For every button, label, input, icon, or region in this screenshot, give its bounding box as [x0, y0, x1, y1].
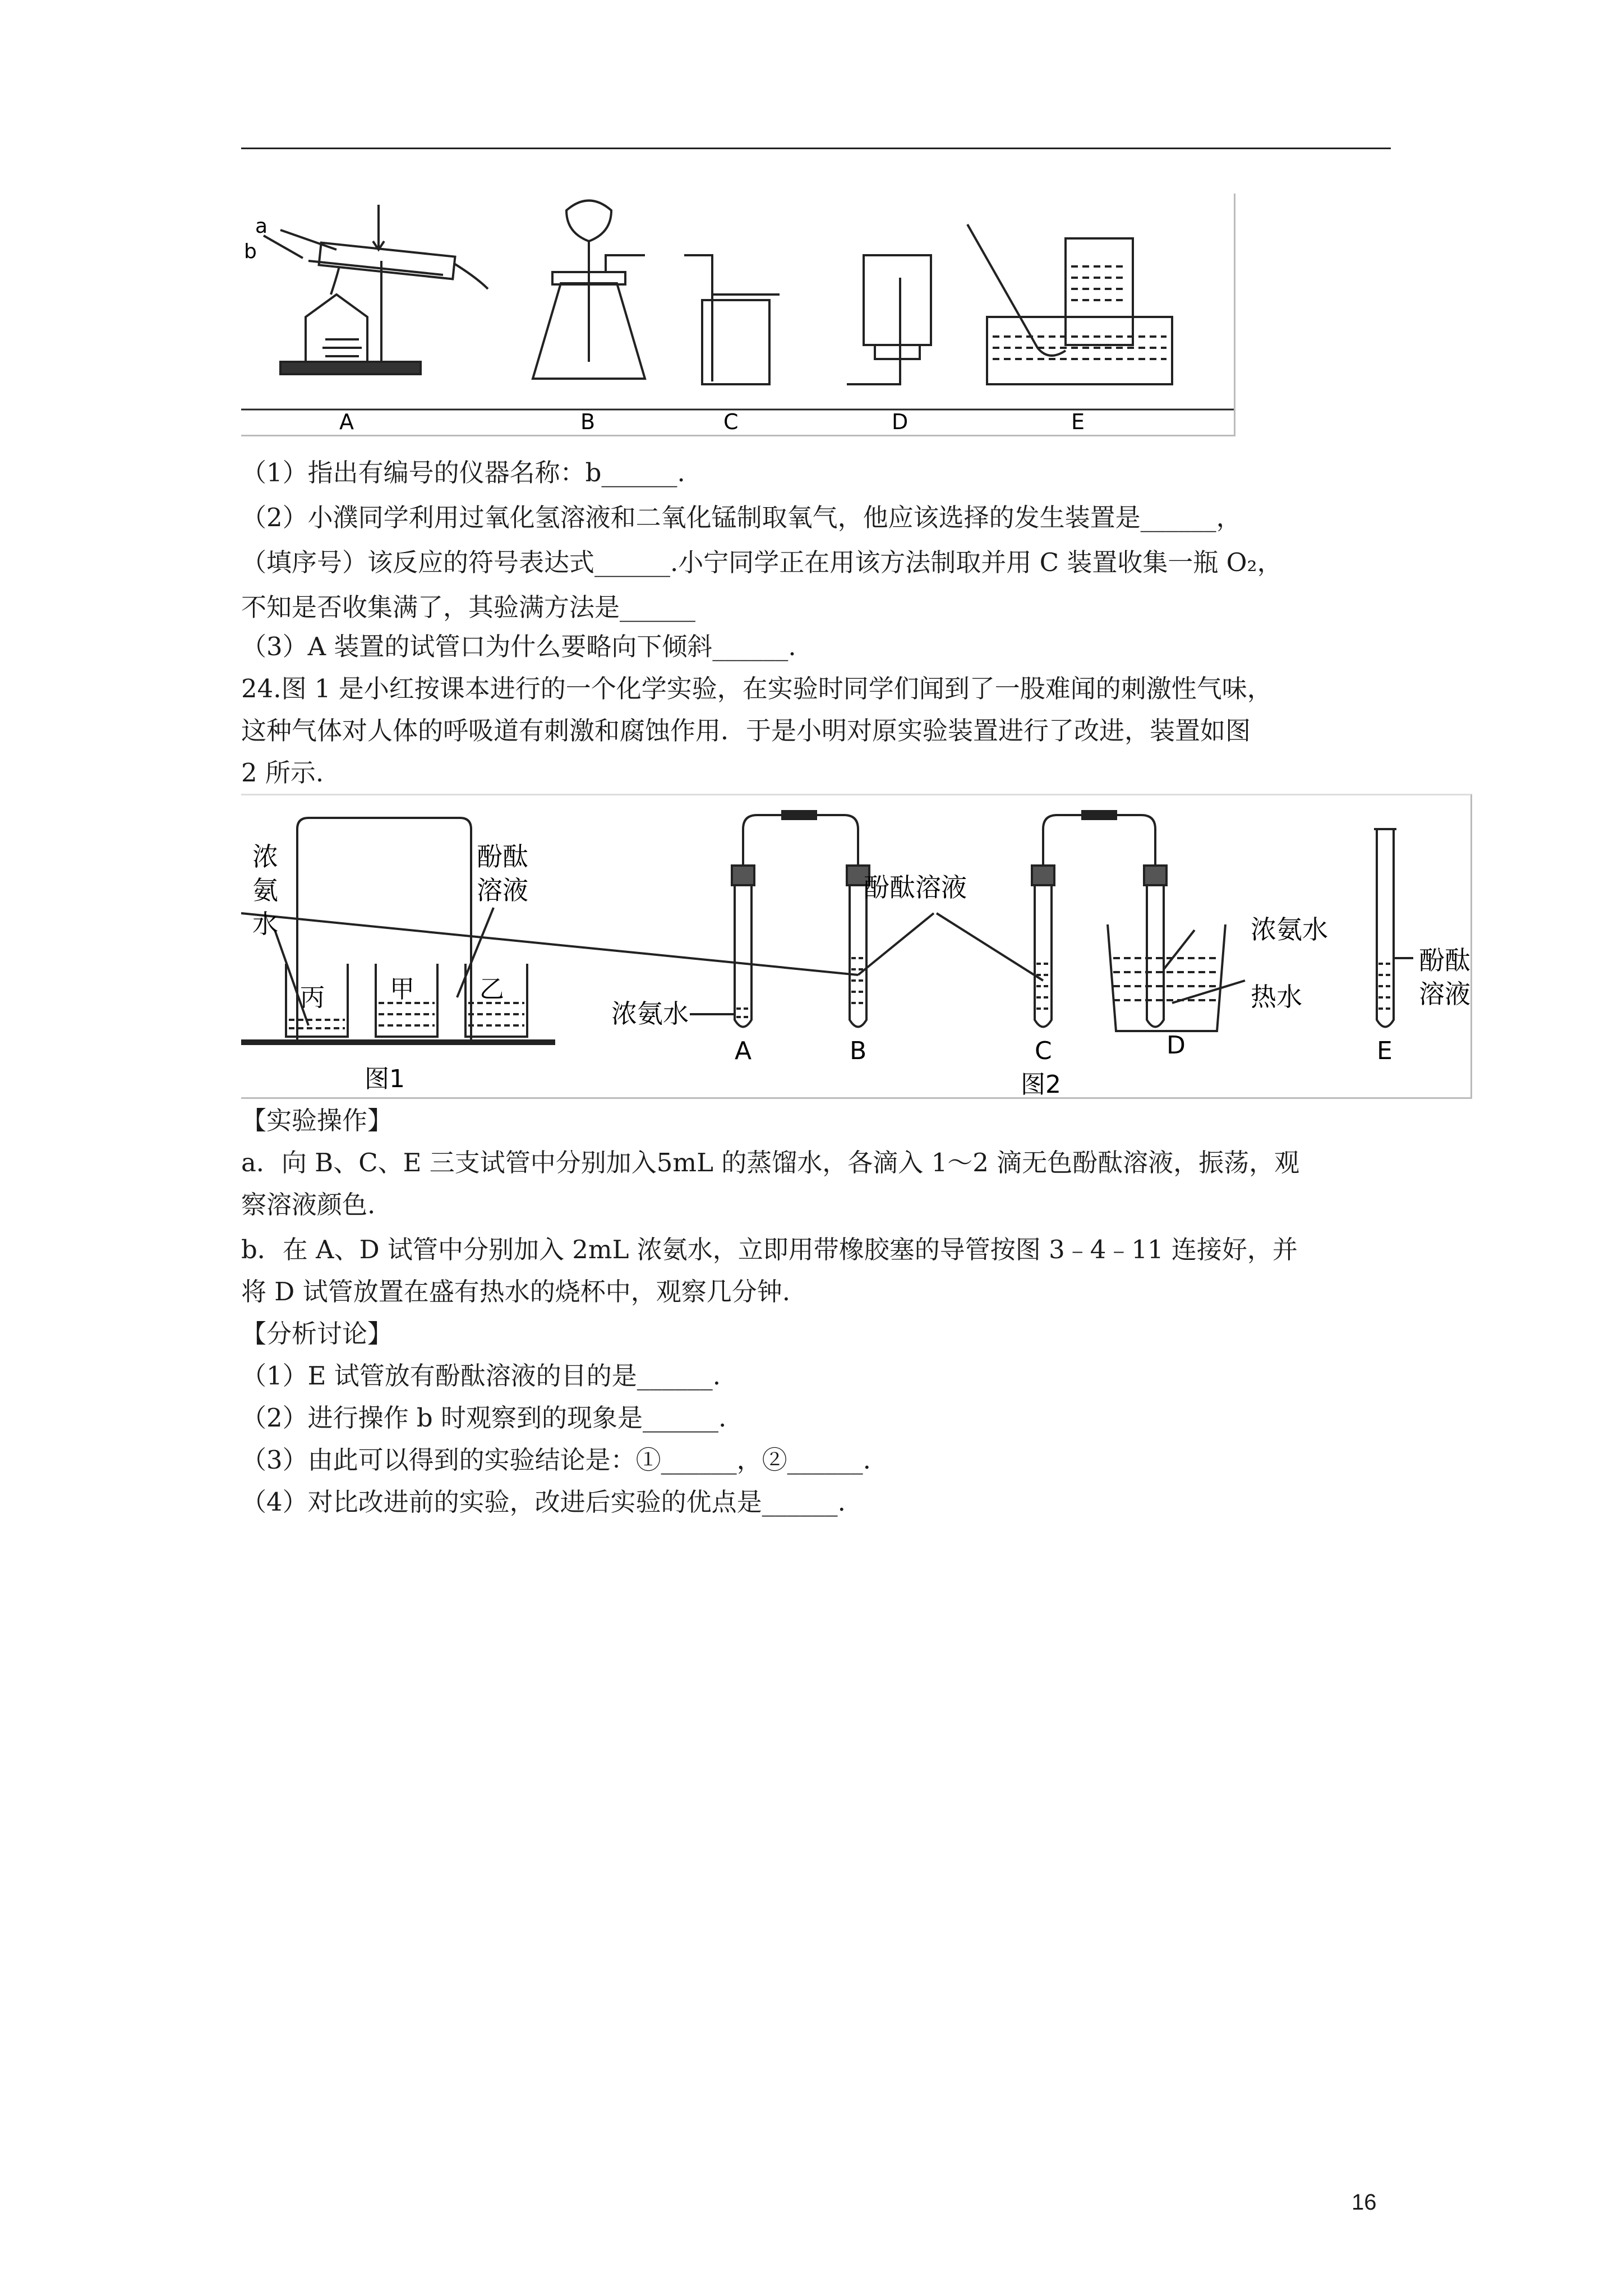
fig2-ammonia-right: 浓氨水: [1251, 914, 1328, 945]
apparatus-drawing: [241, 194, 1234, 435]
discussion-q2: （2）进行操作 b 时观察到的现象是______.: [241, 1403, 727, 1433]
q23-line-1: （1）指出有编号的仪器名称：b______.: [241, 458, 685, 487]
fig2-caption: 图2: [1021, 1070, 1061, 1097]
q23-line-4: 不知是否收集满了，其验满方法是______: [241, 592, 696, 622]
tube-label-b: B: [850, 1037, 867, 1065]
discussion-q4: （4）对比改进前的实验，改进后实验的优点是______.: [241, 1487, 846, 1517]
operation-b-line-1: b．在 A、D 试管中分别加入 2mL 浓氨水，立即用带橡胶塞的导管按图 3﹣4﹣11 连接好，并: [241, 1235, 1298, 1264]
operation-b-line-2: 将 D 试管放置在盛有热水的烧杯中，观察几分钟.: [241, 1277, 790, 1306]
tube-label-d: D: [1166, 1031, 1186, 1060]
q23-line-3: （填序号）该反应的符号表达式______.小宁同学正在用该方法制取并用 C 装置收集一瓶 O₂，: [241, 547, 1283, 577]
beaker-jia: 甲: [390, 975, 414, 1004]
fig2-phenol-solution: 酚酞溶液: [864, 872, 967, 903]
fig2-hot-water: 热水: [1251, 982, 1302, 1012]
fig1-phenol-2: 溶液: [477, 875, 528, 905]
discussion-q3: （3）由此可以得到的实验结论是：①______，②______.: [241, 1445, 871, 1475]
q23-line-2: （2）小濮同学利用过氧化氢溶液和二氧化锰制取氧气，他应该选择的发生装置是______，: [241, 503, 1242, 532]
discussion-q1: （1）E 试管放有酚酞溶液的目的是______.: [241, 1361, 721, 1391]
apparatus-label-e: E: [1071, 409, 1085, 434]
fig1-phenol-1: 酚酞: [477, 841, 528, 872]
apparatus-label-a: A: [339, 409, 354, 434]
tube-label-e: E: [1377, 1037, 1393, 1065]
operation-a-line-1: a．向 B、C、E 三支试管中分别加入5mL 的蒸馏水，各滴入 1～2 滴无色酚酞溶液，振荡，观: [241, 1148, 1300, 1177]
apparatus-label-d: D: [892, 409, 909, 434]
label-a: a: [255, 215, 268, 238]
tube-label-a: A: [735, 1037, 752, 1065]
discussion-heading: 【分析讨论】: [241, 1319, 393, 1349]
q24-intro-2: 这种气体对人体的呼吸道有刺激和腐蚀作用．于是小明对原实验装置进行了改进，装置如图: [241, 716, 1251, 746]
fig1-caption: 图1: [365, 1065, 405, 1093]
tube-label-c: C: [1035, 1037, 1052, 1065]
beaker-bing: 丙: [300, 983, 325, 1012]
ammonia-experiment-drawing: [241, 795, 1470, 1097]
fig1-ammonia-2: 氨: [252, 875, 278, 905]
q24-intro-1: 24.图 1 是小红按课本进行的一个化学实验，在实验时同学们闻到了一股难闻的刺激性气味，: [241, 674, 1272, 703]
operations-heading: 【实验操作】: [241, 1106, 393, 1135]
page-number: 16: [1352, 2190, 1377, 2215]
q24-intro-3: 2 所示.: [241, 758, 324, 788]
fig1-ammonia-1: 浓: [252, 841, 278, 872]
apparatus-label-c: C: [723, 409, 739, 434]
fig2-phenol-e-2: 溶液: [1419, 979, 1470, 1009]
operation-a-line-2: 察溶液颜色.: [241, 1190, 376, 1220]
fig1-ammonia-3: 水: [252, 909, 278, 939]
fig2-phenol-e-1: 酚酞: [1419, 945, 1470, 976]
beaker-yi: 乙: [479, 975, 504, 1004]
ammonia-experiment-figure: [241, 794, 1472, 1099]
label-b: b: [244, 240, 257, 263]
apparatus-label-b: B: [580, 409, 596, 434]
q23-line-5: （3）A 装置的试管口为什么要略向下倾斜______.: [241, 632, 796, 661]
header-rule: [241, 148, 1391, 149]
apparatus-figure: [241, 194, 1235, 436]
fig2-ammonia-left: 浓氨水: [611, 999, 689, 1029]
